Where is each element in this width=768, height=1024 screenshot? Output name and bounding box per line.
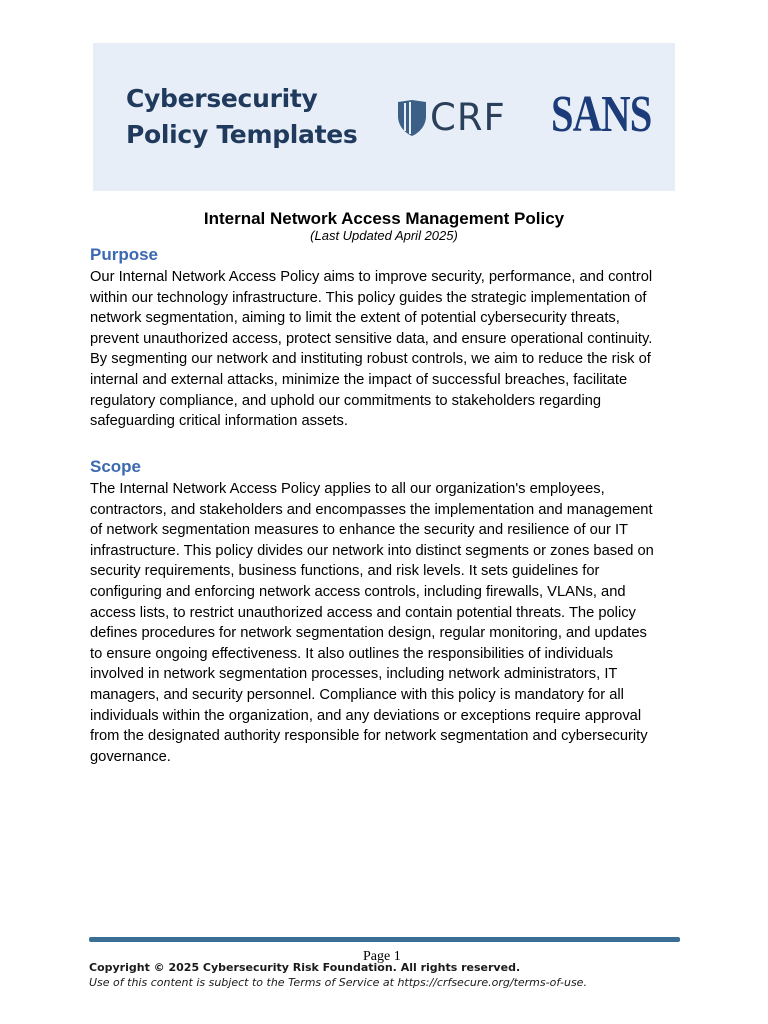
paragraph-line: managers, and security personnel. Compliance with this policy is mandatory for all — [90, 686, 624, 703]
paragraph-line: The Internal Network Access Policy applies to all our organization's employees, — [90, 481, 605, 497]
banner-title-line1: Cybersecurity — [126, 84, 318, 113]
scope-paragraph — [90, 479, 680, 767]
banner-title — [126, 81, 358, 153]
paragraph-line: defines procedures for network segmentation design, regular monitoring, and updates — [90, 625, 647, 642]
last-updated: (Last Updated April 2025) — [310, 228, 458, 243]
paragraph-line: from the designated authority responsible for network segmentation and cybersecurity — [90, 728, 648, 745]
paragraph-line: security requirements, business functions, and risk levels. It sets guidelines for — [90, 563, 600, 580]
paragraph-line: regulatory compliance, and uphold our commitments to stakeholders regarding — [90, 392, 602, 409]
paragraph-line: safeguarding critical information assets. — [90, 413, 348, 430]
footer-divider — [89, 937, 680, 942]
scope-heading: Scope — [90, 457, 142, 476]
shield-icon — [396, 99, 428, 137]
purpose-paragraph — [90, 267, 680, 432]
header-banner — [93, 43, 675, 191]
purpose-heading: Purpose — [90, 245, 159, 264]
paragraph-line: of network segmentation measures to enhance the security and resilience of our IT — [90, 522, 629, 539]
document-title: Internal Network Access Management Policy — [203, 209, 565, 228]
paragraph-line: contractors, and stakeholders and encompasses the implementation and management — [90, 501, 653, 518]
crf-logo — [396, 96, 518, 139]
page-number: Page 1 — [363, 949, 401, 964]
paragraph-line: configuring and enforcing network access controls, including firewalls, VLANs, and — [90, 583, 626, 600]
copyright-notice: Copyright © 2025 Cybersecurity Risk Foundation. All rights reserved. — [89, 961, 521, 974]
paragraph-line: infrastructure. This policy divides our network into distinct segments or zones based on — [90, 542, 654, 559]
paragraph-line: within our technology infrastructure. This policy guides the strategic implementation of — [90, 289, 647, 306]
paragraph-line: individuals within the organization, and any deviations or exceptions require approval — [90, 707, 642, 724]
paragraph-line: Our Internal Network Access Policy aims to improve security, performance, and control — [90, 269, 653, 285]
paragraph-line: network segmentation, aiming to limit the extent of potential cybersecurity threats, — [90, 310, 620, 327]
terms-notice: Use of this content is subject to the Terms of Service at https://crfsecure.org/terms-of-use. — [89, 976, 587, 989]
banner-title-line2: Policy Templates — [126, 120, 358, 149]
paragraph-line: internal and external attacks, minimize the impact of successful breaches, facilitate — [90, 371, 628, 388]
paragraph-line: involved in network segmentation processes, including network administrators, IT — [90, 666, 618, 683]
paragraph-line: prevent unauthorized access, protect sensitive data, and ensure operational continuity. — [90, 330, 653, 347]
crf-logo-text: CRF — [430, 96, 506, 139]
paragraph-line: governance. — [90, 748, 171, 765]
paragraph-line: access lists, to restrict unauthorized access and contain potential threats. The policy — [90, 604, 636, 621]
paragraph-line: By segmenting our network and instituting robust controls, we aim to reduce the risk of — [90, 351, 651, 368]
paragraph-line: to ensure ongoing effectiveness. It also outlines the responsibilities of individuals — [90, 645, 614, 662]
sans-logo: SANS — [551, 86, 652, 143]
